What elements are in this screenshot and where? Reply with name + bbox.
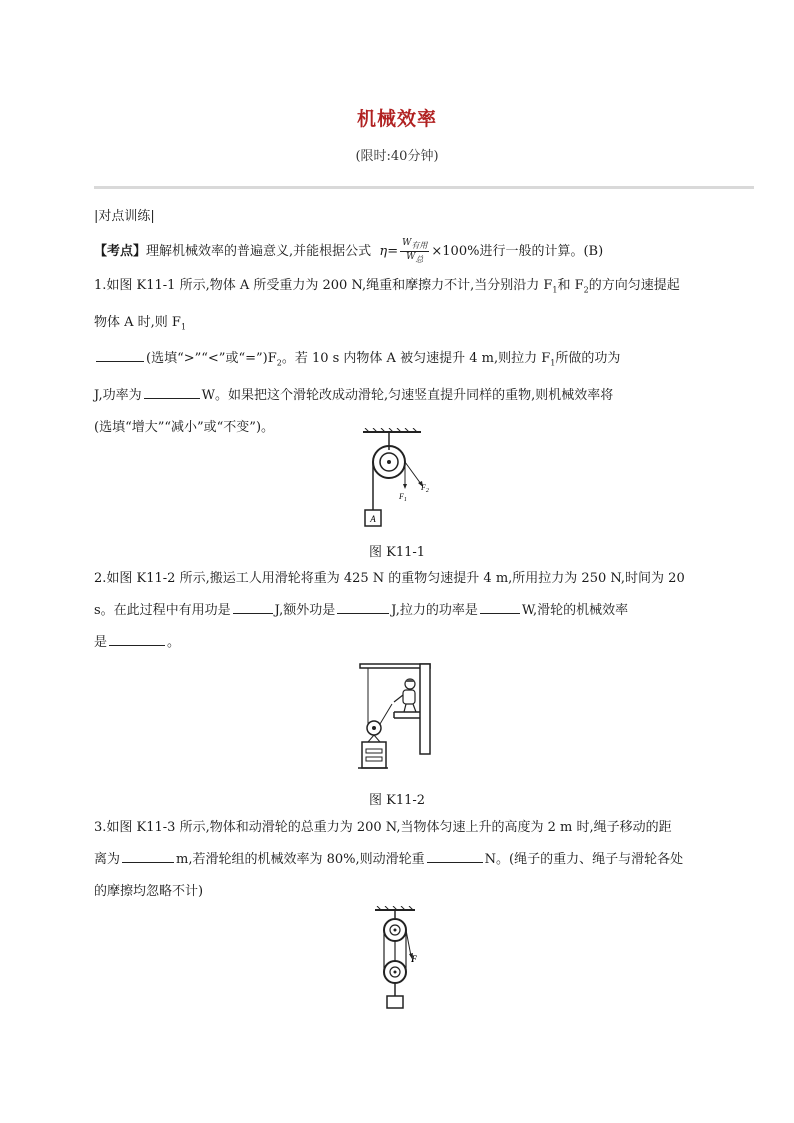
- q1-line-2: 物体 A 时,则 F: [94, 314, 181, 330]
- q2-line-3-end: 。: [167, 635, 181, 650]
- q3-line-2a: 离为: [94, 852, 121, 867]
- kaodian-text: 理解机械效率的普遍意义,并能根据公式: [146, 244, 372, 259]
- kaodian-line: [94, 236, 704, 268]
- figure-caption: 图 K11-2: [368, 793, 426, 808]
- formula-numerator: W: [402, 238, 412, 249]
- kaodian-tag: 【考点】: [94, 244, 147, 259]
- figure-k11-2: [358, 662, 436, 772]
- page-title: 机械效率: [356, 108, 437, 130]
- section-heading: |对点训练|: [94, 209, 155, 224]
- q3-line-2b: m,若滑轮组的机械效率为 80%,则动滑轮重: [176, 852, 425, 867]
- q1-sub: 2: [276, 358, 282, 368]
- question-3: [94, 812, 704, 908]
- question-1: [94, 270, 704, 444]
- q1-line-5: (选填“增大”“减小”或“不变”)。: [94, 419, 275, 435]
- answer-blank[interactable]: [122, 848, 174, 863]
- label-f2: $F_2$: [421, 483, 429, 494]
- q1-line-1: 1.如图 K11-1 所示,物体 A 所受重力为 200 N,绳重和摩擦力不计,当分别沿力 F: [94, 278, 553, 293]
- q1-sub: 2: [583, 285, 589, 295]
- figure-k11-3: [371, 906, 425, 1010]
- answer-blank[interactable]: [144, 384, 200, 399]
- q1-line-3b: 。若 10 s 内物体 A 被匀速提升 4 m,则拉力 F: [281, 351, 551, 367]
- q3-line-3: 的摩擦均忽略不计): [94, 884, 204, 899]
- q1-sub: 1: [550, 358, 556, 368]
- equals: =: [387, 244, 399, 259]
- time-limit: (限时:40分钟): [355, 149, 439, 164]
- q1-line-3a: (选填“>”“<”或“=”)F: [146, 351, 277, 367]
- formula-numerator-sub: 有用: [411, 241, 428, 250]
- label-f1: $F_1$: [399, 492, 407, 503]
- q2-line-1: 2.如图 K11-2 所示,搬运工人用滑轮将重为 425 N 的重物匀速提升 4 m,所用拉力为 250 N,时间为 20: [94, 571, 685, 586]
- q3-line-1: 3.如图 K11-3 所示,物体和动滑轮的总重力为 200 N,当物体匀速上升的高度为 2 m 时,绳子移动的距: [94, 820, 672, 835]
- efficiency-formula: [400, 238, 429, 265]
- answer-blank[interactable]: [109, 631, 165, 646]
- q1-sub: 1: [552, 285, 558, 295]
- answer-blank[interactable]: [233, 599, 273, 614]
- figure-k11-1: [355, 428, 445, 530]
- q2-line-3: 是: [94, 635, 108, 650]
- formula-denominator-sub: 总: [415, 254, 424, 264]
- label-f: F: [411, 954, 418, 964]
- answer-blank[interactable]: [337, 599, 389, 614]
- answer-blank[interactable]: [427, 848, 483, 863]
- formula-denominator: W: [406, 252, 416, 262]
- answer-blank[interactable]: [96, 347, 144, 362]
- eta-symbol: η: [379, 244, 388, 259]
- q2-line-2a: s。在此过程中有用功是: [94, 603, 231, 618]
- label-a: A: [370, 514, 376, 524]
- q1-line-1b: 和 F: [557, 278, 584, 293]
- kaodian-text-after: ×100%进行一般的计算。(B): [431, 244, 604, 259]
- answer-blank[interactable]: [480, 599, 520, 614]
- figure-caption: 图 K11-1: [368, 545, 426, 560]
- divider: [94, 186, 754, 189]
- q2-line-2d: W,滑轮的机械效率: [521, 603, 629, 618]
- q2-line-2c: J,拉力的功率是: [391, 603, 478, 618]
- q1-line-3c: 所做的功为: [555, 351, 621, 367]
- q2-line-2b: J,额外功是: [274, 603, 336, 618]
- q3-line-2c: N。(绳子的重力、绳子与滑轮各处: [484, 852, 684, 867]
- q1-line-1c: 的方向匀速提起: [588, 278, 680, 293]
- q1-line-4b: W。如果把这个滑轮改成动滑轮,匀速竖直提升同样的重物,则机械效率将: [201, 387, 614, 403]
- q1-line-4a: J,功率为: [94, 387, 142, 403]
- question-2: [94, 563, 704, 659]
- q1-sub: 1: [180, 322, 187, 332]
